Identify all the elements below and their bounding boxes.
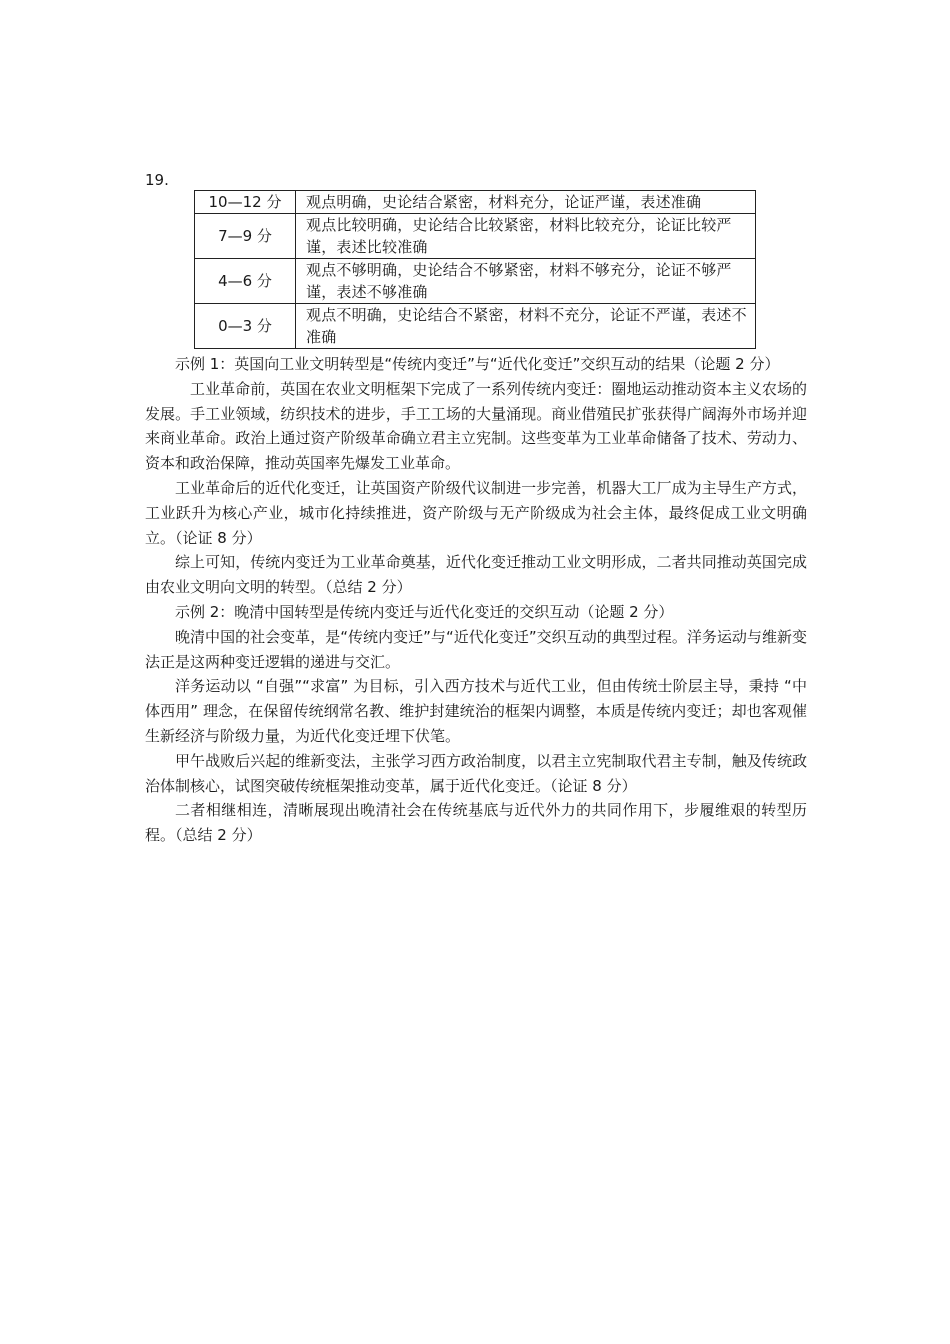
example-1-paragraph-pre-industrial: 工业革命前，英国在农业文明框架下完成了一系列传统内变迁：圈地运动推动资本主义农场的发展。手工业领域，纺织技术的进步，手工工场的大量涌现。商业借殖民扩张获得广阔海外市场并迎来商业革命。政治上通过资产阶级革命确立君主立宪制。这些变革为工业革命储备了技术、劳动力、资本和政治保障，推动英国率先爆发工业革命。 [145,379,807,473]
scoring-rubric-table [194,190,756,349]
question-number: 19. [145,171,169,189]
score-criteria-cell: 观点不够明确，史论结合不够紧密，材料不够充分，论证不够严谨，表述不够准确 [296,259,756,304]
example-1-paragraph-post-industrial: 工业革命后的近代化变迁，让英国资产阶级代议制进一步完善，机器大工厂成为主导生产方式，工业跃升为核心产业，城市化持续推进，资产阶级与无产阶级成为社会主体，最终促成工业文明确立。（论证 8 分） [145,478,807,547]
example-2-paragraph-self-strengthening: 洋务运动以 “自强”“求富” 为目标，引入西方技术与近代工业，但由传统士阶层主导，秉持 “中体西用” 理念，在保留传统纲常名教、维护封建统治的框架内调整，本质是传统内变迁；却也客观催生新经济与阶级力量，为近代化变迁埋下伏笔。 [145,677,807,745]
table-row [195,191,756,214]
score-range-cell: 4—6 分 [195,259,296,304]
table-row [195,214,756,259]
score-range-cell: 0—3 分 [195,304,296,349]
score-range-cell: 10—12 分 [195,191,296,214]
example-1-conclusion: 综上可知，传统内变迁为工业革命奠基，近代化变迁推动工业文明形成，二者共同推动英国完成由农业文明向文明的转型。（总结 2 分） [145,553,807,597]
score-criteria-cell: 观点比较明确，史论结合比较紧密，材料比较充分，论证比较严谨，表述比较准确 [296,214,756,259]
example-2-conclusion: 二者相继相连，清晰展现出晚清社会在传统基底与近代外力的共同作用下，步履维艰的转型历程。（总结 2 分） [145,801,807,845]
example-1-thesis: 示例 1：英国向工业文明转型是“传统内变迁”与“近代化变迁”交织互动的结果（论题 2 分） [175,355,780,373]
score-range-cell: 7—9 分 [195,214,296,259]
score-criteria-cell: 观点不明确，史论结合不紧密，材料不充分，论证不严谨，表述不准确 [296,304,756,349]
answer-examples [145,352,807,848]
table-row [195,259,756,304]
example-2-intro: 晚清中国的社会变革，是“传统内变迁”与“近代化变迁”交织互动的典型过程。洋务运动与维新变法正是这两种变迁逻辑的递进与交汇。 [145,627,807,671]
score-criteria-cell: 观点明确，史论结合紧密，材料充分，论证严谨，表述准确 [296,191,756,214]
example-2-thesis: 示例 2：晚清中国转型是传统内变迁与近代化变迁的交织互动（论题 2 分） [175,602,674,621]
example-2-paragraph-reform: 甲午战败后兴起的维新变法，主张学习西方政治制度，以君主立宪制取代君主专制，触及传统政治体制核心，试图突破传统框架推动变革，属于近代化变迁。（论证 8 分） [145,751,807,795]
table-row [195,304,756,349]
